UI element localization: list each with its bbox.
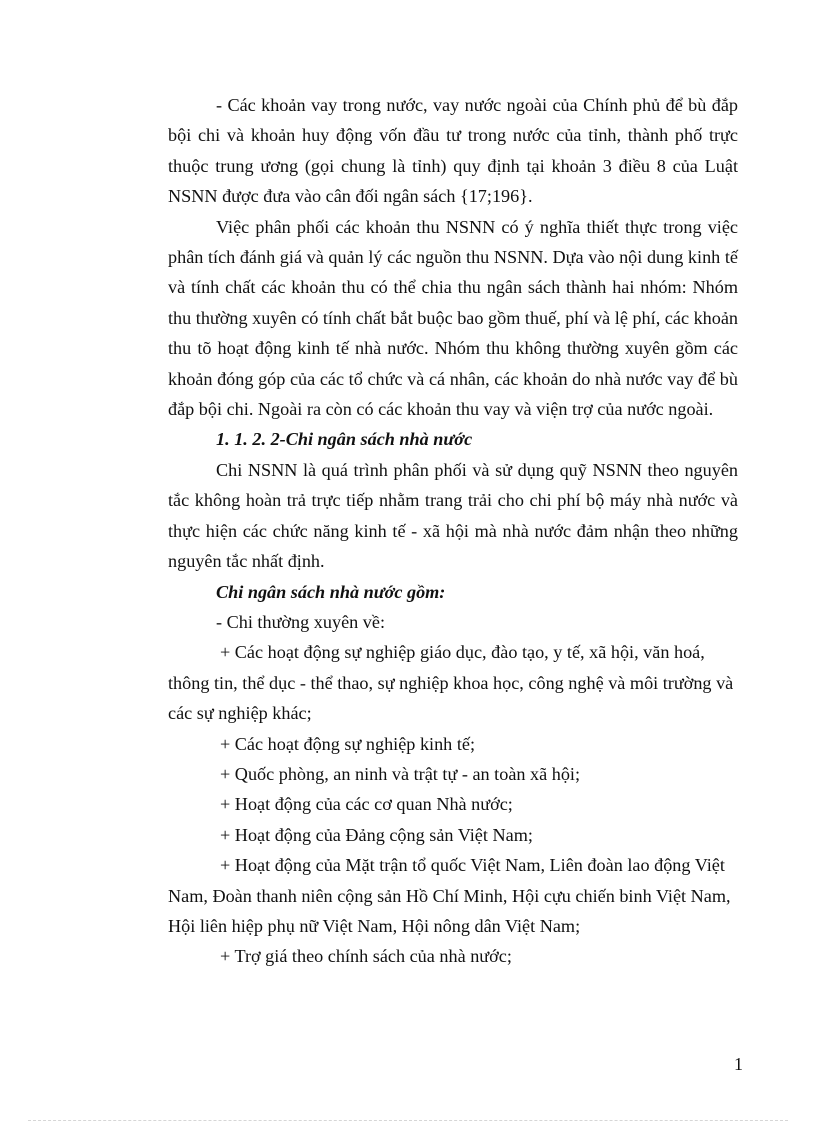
list-item-organizations: + Hoạt động của Mặt trận tổ quốc Việt Nam, Liên đoàn lao động Việt Nam, Đoàn thanh niên cộng sản Hồ Chí Minh, Hội cựu chiến binh Việt Nam, Hội liên hiệp phụ nữ Việt Nam, Hội nông dân Việt Nam; [168, 855, 731, 936]
section-heading-expenditure: 1. 1. 2. 2-Chi ngân sách nhà nước [216, 429, 473, 450]
list-item-state-agencies: + Hoạt động của các cơ quan Nhà nước; [220, 794, 513, 815]
list-item-defense: + Quốc phòng, an ninh và trật tự - an toàn xã hội; [220, 763, 581, 784]
paragraph-revenue-distribution: Việc phân phối các khoản thu NSNN có ý nghĩa thiết thực trong việc phân tích đánh giá và quản lý các nguồn thu NSNN. Dựa vào nội dung kinh tế và tính chất các khoản thu có thể chia thu ngân sách thành hai nhóm: Nhóm thu thường xuyên có tính chất bắt buộc bao gồm thuế, phí và lệ phí, các khoản thu tõ hoạt động kinh tế nhà nước. Nhóm thu không thường xuyên gồm các khoản đóng góp của các tổ chức và cá nhân, các khoản do nhà nước vay để bù đắp bội chi. Ngoài ra còn có các khoản thu vay và viện trợ của nước ngoài. [168, 216, 739, 420]
list-item-recurrent: - Chi thường xuyên về: [216, 611, 385, 632]
paragraph-expenditure-definition: Chi NSNN là quá trình phân phối và sử dụng quỹ NSNN theo nguyên tắc không hoàn trả trực tiếp nhằm trang trải cho chi phí bộ máy nhà nước và thực hiện các chức năng kinh tế - xã hội mà nhà nước đảm nhận theo những nguyên tắc nhất định. [168, 459, 738, 572]
page-divider [28, 1120, 788, 1121]
list-item-social-services: + Các hoạt động sự nghiệp giáo dục, đào tạo, y tế, xã hội, văn hoá, thông tin, thể dục - thể thao, sự nghiệp khoa học, công nghệ và môi trường và các sự nghiệp khác; [168, 642, 734, 724]
body-text [168, 90, 738, 972]
page-number: 1 [734, 1054, 743, 1074]
list-item-party: + Hoạt động của Đảng cộng sản Việt Nam; [220, 824, 533, 845]
list-item-subsidies: + Trợ giá theo chính sách của nhà nước; [220, 946, 512, 967]
paragraph-loans: - Các khoản vay trong nước, vay nước ngoài của Chính phủ để bù đắp bội chi và khoản huy động vốn đầu tư trong nước của tỉnh, thành phố trực thuộc trung ương (gọi chung là tỉnh) quy định tại khoản 3 điều 8 của Luật NSNN được đưa vào cân đối ngân sách {17;196}. [168, 95, 738, 207]
subheading-expenditure-includes: Chi ngân sách nhà nước gồm: [216, 581, 446, 602]
list-item-economic: + Các hoạt động sự nghiệp kinh tế; [220, 733, 475, 754]
